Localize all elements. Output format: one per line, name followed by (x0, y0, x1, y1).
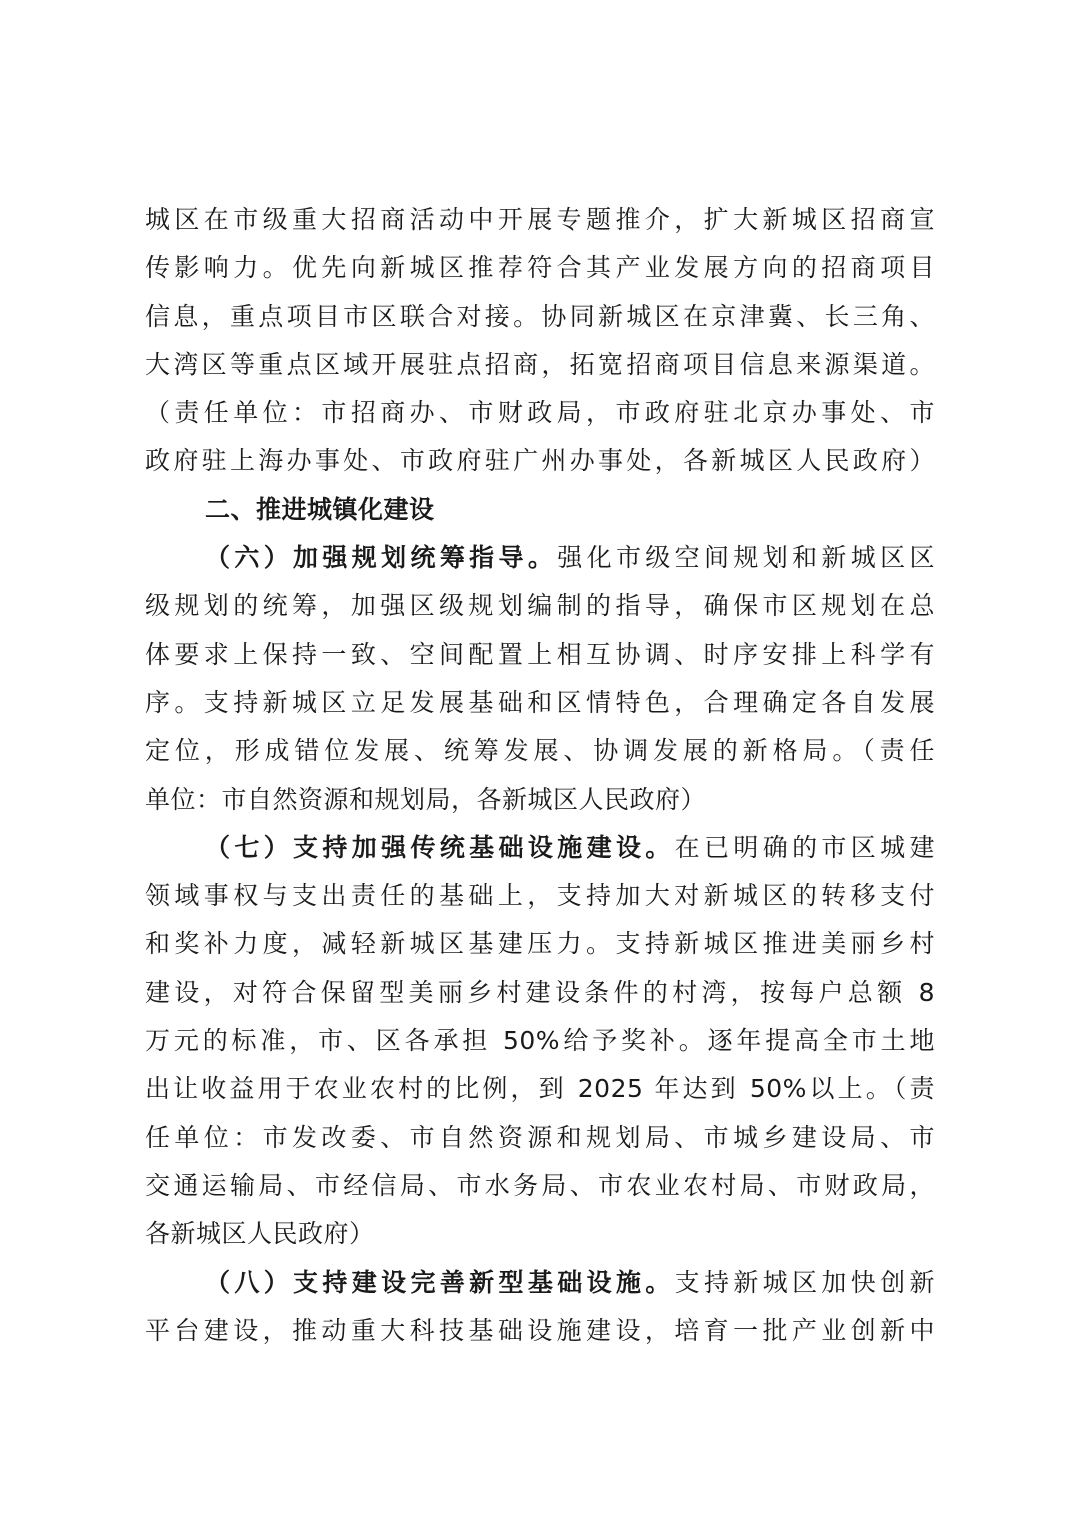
text-line: 建设，对符合保留型美丽乡村建设条件的村湾，按每户总额 8 (145, 977, 935, 1007)
paragraph-first-rest: 在已明确的市区城建 (674, 832, 935, 862)
text-line: 城区在市级重大招商活动中开展专题推介，扩大新城区招商宣 (145, 205, 935, 234)
document-body (145, 196, 935, 1355)
text-line: 序。支持新城区立足发展基础和区情特色，合理确定各自发展 (145, 687, 935, 717)
paragraph-first-rest: 强化市级空间规划和新城区区 (557, 543, 935, 573)
paragraph-lead: （六）加强规划统筹指导。 (205, 543, 558, 573)
paragraph-lead: （八）支持建设完善新型基础设施。 (205, 1267, 675, 1297)
text-line: 平台建设，推动重大科技基础设施建设，培育一批产业创新中 (145, 1315, 935, 1345)
text-line: 信息，重点项目市区联合对接。协同新城区在京津冀、长三角、 (145, 301, 935, 331)
text-line: 出让收益用于农业农村的比例，到 2025 年达到 50%以上。（责 (145, 1074, 935, 1104)
text-line: 万元的标准，市、区各承担 50%给予奖补。逐年提高全市土地 (145, 1026, 935, 1056)
text-line: 任单位：市发改委、市自然资源和规划局、市城乡建设局、市 (145, 1122, 935, 1152)
text-line: 政府驻上海办事处、市政府驻广州办事处，各新城区人民政府） (145, 446, 935, 476)
section-heading: 二、推进城镇化建设 (205, 494, 435, 524)
text-line: （责任单位：市招商办、市财政局，市政府驻北京办事处、市 (145, 398, 935, 428)
text-line: 交通运输局、市经信局、市水务局、市农业农村局、市财政局， (145, 1170, 935, 1200)
text-line: 级规划的统筹，加强区级规划编制的指导，确保市区规划在总 (145, 591, 935, 621)
paragraph-first-rest: 支持新城区加快创新 (674, 1267, 935, 1297)
paragraph-lead: （七）支持加强传统基础设施建设。 (205, 832, 675, 862)
text-line: 和奖补力度，减轻新城区基建压力。支持新城区推进美丽乡村 (145, 929, 935, 959)
paragraph-first-line (145, 534, 935, 582)
text-line: 领域事权与支出责任的基础上，支持加大对新城区的转移支付 (145, 881, 935, 911)
text-line: 各新城区人民政府） (145, 1219, 375, 1249)
text-line: 定位，形成错位发展、统筹发展、协调发展的新格局。（责任 (145, 736, 935, 766)
paragraph-first-line (145, 824, 935, 872)
text-line: 传影响力。优先向新城区推荐符合其产业发展方向的招商项目 (145, 253, 935, 283)
paragraph-first-line (145, 1259, 935, 1307)
text-line: 单位：市自然资源和规划局，各新城区人民政府） (145, 784, 707, 814)
text-line: 大湾区等重点区域开展驻点招商，拓宽招商项目信息来源渠道。 (145, 349, 935, 379)
text-line: 体要求上保持一致、空间配置上相互协调、时序安排上科学有 (145, 639, 935, 669)
